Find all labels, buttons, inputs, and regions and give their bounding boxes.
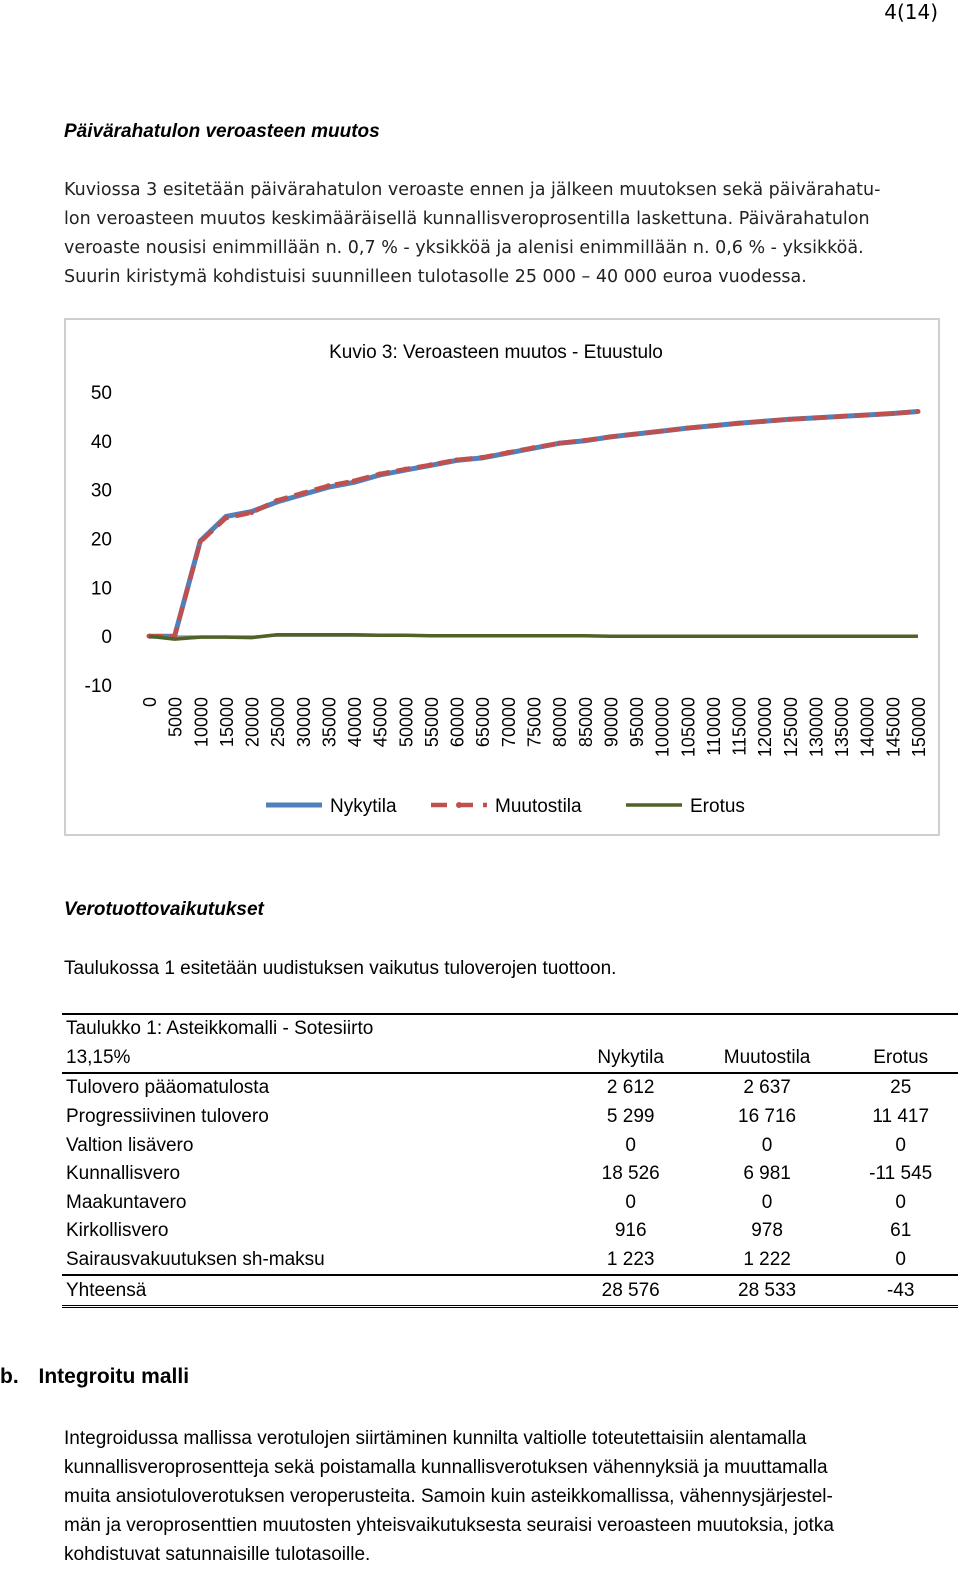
chart-legend	[266, 796, 745, 817]
paragraph-line: Suurin kiristymä kohdistuisi suunnilleen tulotasolle 25 000 – 40 000 euroa vuodessa.	[64, 267, 807, 287]
cell-value: -11 545	[869, 1163, 933, 1185]
data-point	[890, 411, 895, 416]
x-tick-label: 130000	[806, 697, 827, 758]
data-point	[505, 450, 510, 455]
cell-value: 0	[761, 1191, 773, 1213]
y-tick-label: 0	[101, 627, 112, 649]
chart-figure	[64, 318, 940, 836]
cell-value: 0	[895, 1191, 906, 1213]
x-tick-label: 80000	[550, 697, 571, 748]
x-tick-label: 10000	[191, 697, 212, 748]
x-tick-label: 35000	[319, 697, 340, 748]
data-point	[275, 498, 280, 503]
row-label: Sairausvakuutuksen sh-maksu	[66, 1249, 325, 1271]
row-label: Maakuntavero	[66, 1191, 187, 1213]
data-point	[198, 539, 203, 544]
x-tick-label: 95000	[627, 697, 648, 748]
x-tick-label: 5000	[165, 697, 186, 738]
cell-value: 978	[751, 1220, 783, 1242]
x-tick-label: 40000	[345, 697, 366, 748]
x-tick-label: 115000	[729, 697, 750, 756]
data-point	[787, 417, 792, 422]
heading-text: Integroitu malli	[38, 1365, 190, 1388]
x-tick-label: 75000	[524, 697, 545, 748]
table-row	[62, 1189, 958, 1218]
column-header: Erotus	[843, 1044, 958, 1074]
x-tick-label: 150000	[909, 697, 929, 758]
row-label: Yhteensä	[62, 1275, 571, 1306]
table-row	[62, 1246, 958, 1276]
paragraph-line: Integroidussa mallissa verotulojen siirtäminen kunnilta valtiolle toteutettaisiin alentamalla	[64, 1428, 807, 1449]
chart-title: Kuvio 3: Veroasteen muutos - Etuustulo	[329, 342, 663, 363]
x-tick-label: 45000	[370, 697, 391, 748]
legend-label: Erotus	[690, 796, 745, 817]
data-point	[403, 467, 408, 472]
x-tick-label: 100000	[652, 697, 673, 758]
data-point	[736, 421, 741, 426]
cell-value: -43	[843, 1275, 958, 1306]
paragraph-line: lon veroasteen muutos keskimääräisellä kunnallisveroprosentilla laskettuna. Päivärahatulon	[64, 209, 870, 229]
cell-value: 0	[625, 1134, 636, 1156]
cell-value: 0	[625, 1191, 636, 1213]
x-tick-label: 70000	[498, 697, 519, 748]
row-label: Kunnallisvero	[66, 1163, 181, 1185]
x-tick-label: 140000	[857, 697, 878, 758]
x-tick-label: 110000	[703, 697, 724, 756]
legend-label: Muutostila	[495, 796, 582, 817]
x-tick-label: 85000	[575, 697, 596, 748]
x-tick-label: 65000	[473, 697, 494, 748]
paragraph-line: män ja veroprosenttien muutosten yhteisvaikutuksesta seuraisi veroasteen muutoksia, jotka	[64, 1515, 834, 1536]
data-point	[300, 491, 305, 496]
cell-value: 61	[890, 1220, 912, 1242]
column-header: Nykytila	[571, 1044, 691, 1074]
cell-value: 2 612	[606, 1077, 655, 1099]
row-label: Tulovero pääomatulosta	[66, 1077, 270, 1099]
x-tick-label: 125000	[780, 697, 801, 758]
y-tick-label: 40	[90, 431, 112, 453]
table-total-row	[62, 1275, 958, 1306]
section-heading-integroitu	[0, 1365, 189, 1389]
y-tick-label: 20	[90, 529, 112, 551]
table-caption: Taulukko 1: Asteikkomalli - Sotesiirto	[62, 1014, 571, 1044]
cell-value: 0	[895, 1134, 906, 1156]
y-tick-label: -10	[84, 676, 112, 697]
y-tick-label: 50	[90, 383, 112, 404]
data-point	[608, 434, 613, 439]
cell-value: 28 533	[691, 1275, 844, 1306]
x-tick-label: 25000	[268, 697, 289, 748]
column-header: Muutostila	[691, 1044, 844, 1074]
data-point	[352, 478, 357, 483]
row-label: Valtion lisävero	[66, 1134, 194, 1156]
cell-value: 25	[890, 1077, 912, 1099]
page-number: 4(14)	[884, 0, 938, 24]
row-label: Progressiivinen tulovero	[66, 1106, 269, 1128]
data-point	[710, 423, 715, 428]
table-rate: 13,15%	[62, 1044, 571, 1074]
cell-value: 11 417	[872, 1106, 930, 1128]
data-point	[582, 438, 587, 443]
x-tick-label: 60000	[447, 697, 468, 748]
section2-intro: Taulukossa 1 esitetään uudistuksen vaikutus tuloverojen tuottoon.	[64, 958, 617, 979]
section3-paragraph	[64, 1424, 834, 1569]
data-point	[864, 412, 869, 417]
table-row	[62, 1103, 958, 1132]
x-tick-label: 120000	[755, 697, 776, 758]
data-point	[377, 472, 382, 477]
cell-value: 6 981	[743, 1163, 791, 1185]
cell-value: 0	[761, 1134, 773, 1156]
x-tick-label: 30000	[293, 697, 314, 748]
x-tick-label: 55000	[421, 697, 442, 748]
series-line-erotus	[149, 635, 918, 639]
x-tick-label: 105000	[678, 697, 699, 758]
x-tick-label: 145000	[883, 697, 904, 758]
row-label: Kirkollisvero	[66, 1220, 169, 1242]
x-tick-label: 90000	[601, 697, 622, 748]
cell-value: 16 716	[738, 1106, 797, 1128]
data-point	[223, 515, 228, 520]
section1-paragraph	[64, 176, 880, 292]
table-row	[62, 1217, 958, 1246]
cell-value: 0	[895, 1249, 906, 1271]
data-point	[249, 510, 254, 515]
y-tick-label: 30	[90, 480, 112, 502]
y-tick-label: 10	[90, 578, 112, 600]
cell-value: 28 576	[571, 1275, 691, 1306]
paragraph-line: veroaste nousisi enimmillään n. 0,7 % - yksikköä ja alenisi enimmillään n. 0,6 % - yksikköä.	[64, 238, 864, 258]
data-point	[762, 419, 767, 424]
data-point	[326, 483, 331, 488]
table-header-row	[62, 1044, 958, 1074]
data-point	[685, 426, 690, 431]
cell-value: 916	[614, 1220, 647, 1242]
data-point	[557, 441, 562, 446]
data-point	[659, 429, 664, 434]
legend-label: Nykytila	[330, 796, 397, 817]
data-point	[916, 409, 921, 414]
paragraph-line: muita ansiotuloverotuksen veroperusteita. Samoin kuin asteikkomallissa, vähennysjärjestel-	[64, 1486, 833, 1507]
data-point	[531, 445, 536, 450]
legend-marker	[456, 802, 462, 808]
x-tick-label: 135000	[832, 697, 853, 758]
data-point	[813, 415, 818, 420]
section-heading-veroaste: Päivärahatulon veroasteen muutos	[64, 121, 380, 142]
cell-value: 18 526	[601, 1163, 660, 1185]
data-point	[454, 457, 459, 462]
heading-prefix: b.	[0, 1365, 19, 1388]
data-point	[480, 455, 485, 460]
data-point	[634, 431, 639, 436]
data-point	[839, 414, 844, 419]
table-row	[62, 1160, 958, 1189]
series-layer	[147, 409, 921, 639]
x-tick-label: 15000	[216, 697, 237, 748]
paragraph-line: kunnallisveroprosentteja sekä poistamalla kunnallisverotuksen vähennyksiä ja muuttamalla	[64, 1457, 828, 1478]
paragraph-line: Kuviossa 3 esitetään päivärahatulon veroaste ennen ja jälkeen muutoksen sekä päivärahatu-	[64, 180, 881, 200]
cell-value: 5 299	[606, 1106, 655, 1128]
x-tick-label: 0	[140, 697, 160, 708]
line-chart	[66, 320, 938, 834]
paragraph-line: kohdistuvat satunnaisille tulotasoille.	[64, 1544, 371, 1565]
cell-value: 2 637	[743, 1077, 791, 1099]
x-axis	[140, 697, 929, 757]
tax-revenue-table	[62, 1013, 958, 1308]
data-point	[428, 462, 433, 467]
cell-value: 1 222	[743, 1249, 791, 1271]
section-heading-verotuotto: Verotuottovaikutukset	[64, 899, 264, 920]
cell-value: 1 223	[606, 1249, 655, 1271]
x-tick-label: 20000	[242, 697, 263, 748]
x-tick-label: 50000	[396, 697, 417, 748]
table-row	[62, 1131, 958, 1160]
table-row	[62, 1073, 958, 1103]
y-axis	[85, 383, 112, 697]
